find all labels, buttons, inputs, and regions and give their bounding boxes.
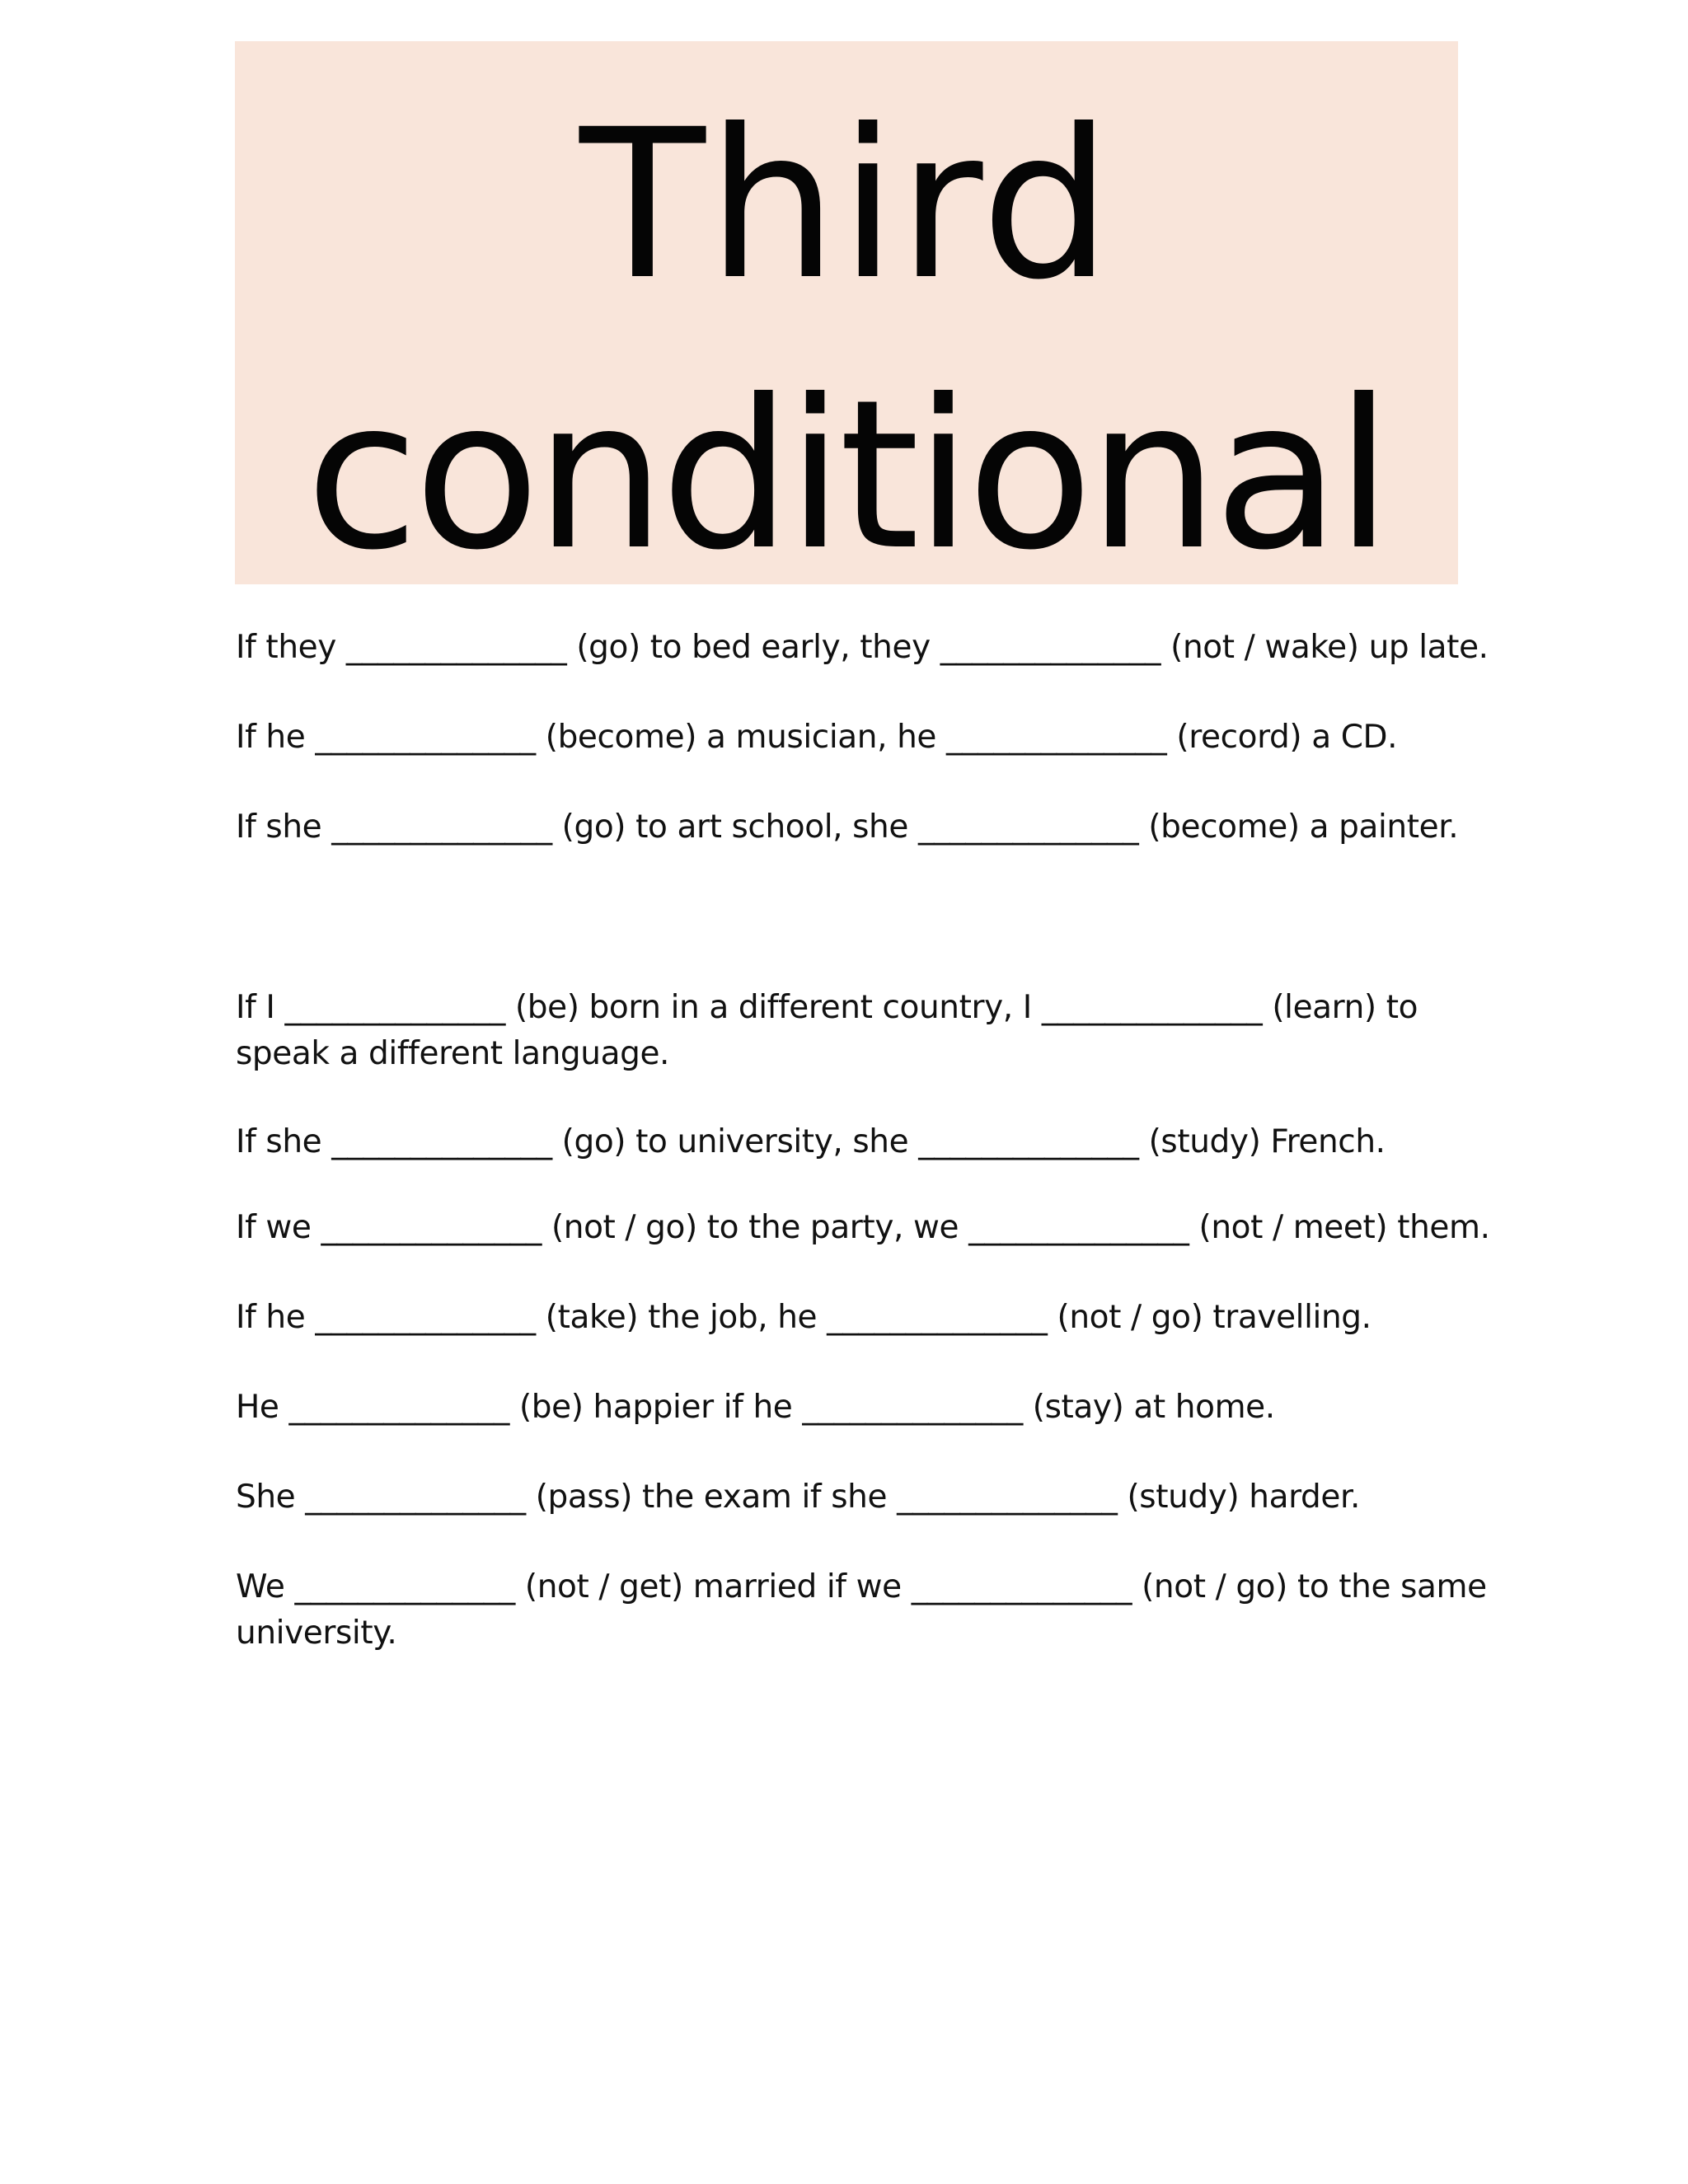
sentence-text: She bbox=[236, 1479, 296, 1516]
exercise-sentence-5 bbox=[236, 1119, 1472, 1165]
answer-blank: ______________ bbox=[331, 808, 552, 846]
sentence-text: (become) a musician, he bbox=[545, 719, 936, 756]
exercise-sentence-8 bbox=[236, 1385, 1472, 1431]
sentence-text: (go) to art school, she bbox=[561, 808, 908, 846]
exercise-sentence-6 bbox=[236, 1205, 1490, 1251]
answer-blank: ______________ bbox=[315, 1299, 536, 1336]
answer-blank: ______________ bbox=[331, 1123, 552, 1160]
sentence-text: He bbox=[236, 1389, 279, 1426]
sentence-text: (become) a painter. bbox=[1148, 808, 1459, 846]
sentence-text: (take) the job, he bbox=[545, 1299, 818, 1336]
title-line-2: conditional bbox=[305, 355, 1388, 595]
sentence-text: If he bbox=[236, 1299, 306, 1336]
sentence-text: We bbox=[236, 1568, 285, 1605]
exercise-sentence-1 bbox=[236, 625, 1489, 671]
sentence-text: (be) born in a different country, I bbox=[514, 989, 1032, 1026]
answer-blank: ______________ bbox=[305, 1479, 526, 1516]
sentence-text: (not / get) married if we bbox=[524, 1568, 902, 1605]
sentence-text: (not / meet) them. bbox=[1198, 1209, 1490, 1246]
answer-blank: ______________ bbox=[1041, 989, 1263, 1026]
sentence-line bbox=[236, 1031, 1472, 1077]
exercise-sentence-2 bbox=[236, 715, 1472, 761]
sentence-text: If he bbox=[236, 719, 306, 756]
sentence-text: speak a different language. bbox=[236, 1035, 670, 1072]
sentence-text: (not / go) to the same bbox=[1142, 1568, 1487, 1605]
title-line-1: Third bbox=[579, 85, 1114, 325]
answer-blank: ______________ bbox=[321, 1209, 542, 1246]
answer-blank: ______________ bbox=[945, 719, 1167, 756]
answer-blank: ______________ bbox=[940, 629, 1161, 666]
answer-blank: ______________ bbox=[911, 1568, 1132, 1605]
sentence-text: (pass) the exam if she bbox=[535, 1479, 888, 1516]
exercise-sentence-7 bbox=[236, 1295, 1472, 1341]
sentence-text: If we bbox=[236, 1209, 312, 1246]
answer-blank: ______________ bbox=[294, 1568, 515, 1605]
answer-blank: ______________ bbox=[345, 629, 567, 666]
sentence-text: (go) to bed early, they bbox=[576, 629, 931, 666]
answer-blank: ______________ bbox=[284, 989, 505, 1026]
sentence-text: If they bbox=[236, 629, 336, 666]
answer-blank: ______________ bbox=[968, 1209, 1189, 1246]
sentence-line bbox=[236, 985, 1472, 1031]
exercise-sentence-9 bbox=[236, 1474, 1472, 1521]
sentence-text: (be) happier if he bbox=[518, 1389, 793, 1426]
sentence-line bbox=[236, 1610, 1472, 1657]
sentence-text: If she bbox=[236, 1123, 322, 1160]
sentence-text: (study) French. bbox=[1148, 1123, 1386, 1160]
sentence-text: (record) a CD. bbox=[1176, 719, 1398, 756]
sentence-line bbox=[236, 1564, 1487, 1610]
exercise-sentence-3 bbox=[236, 804, 1472, 851]
answer-blank: ______________ bbox=[897, 1479, 1118, 1516]
answer-blank: ______________ bbox=[288, 1389, 509, 1426]
answer-blank: ______________ bbox=[917, 808, 1139, 846]
sentence-text: (not / go) travelling. bbox=[1057, 1299, 1372, 1336]
sentence-text: (not / wake) up late. bbox=[1170, 629, 1489, 666]
title-banner bbox=[235, 41, 1458, 595]
sentence-text: If she bbox=[236, 808, 322, 846]
sentence-text: university. bbox=[236, 1615, 397, 1652]
sentence-text: (stay) at home. bbox=[1032, 1389, 1275, 1426]
sentence-text: (go) to university, she bbox=[561, 1123, 909, 1160]
exercise-sentence-10 bbox=[236, 1564, 1487, 1657]
answer-blank: ______________ bbox=[827, 1299, 1048, 1336]
sentence-text: If I bbox=[236, 989, 275, 1026]
sentence-text: (study) harder. bbox=[1127, 1479, 1361, 1516]
sentence-text: (not / go) to the party, we bbox=[551, 1209, 959, 1246]
answer-blank: ______________ bbox=[918, 1123, 1139, 1160]
exercise-sentence-4 bbox=[236, 985, 1472, 1077]
sentence-text: (learn) to bbox=[1272, 989, 1418, 1026]
answer-blank: ______________ bbox=[802, 1389, 1023, 1426]
answer-blank: ______________ bbox=[315, 719, 536, 756]
